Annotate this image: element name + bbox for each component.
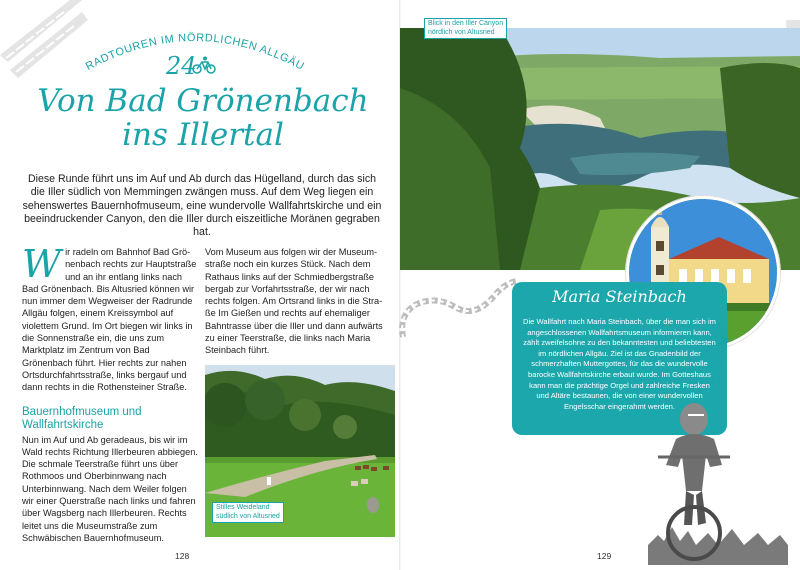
text-column-1 xyxy=(22,242,200,544)
chain-icon xyxy=(395,275,520,345)
title-line-1: Von Bad Grönenbach xyxy=(37,83,369,119)
info-text: Die Wallfahrt nach Maria Steinbach, über die man sich im angeschlossenen Wallfahrtsmuseum informieren kann, zählt zweifelsohne zu den bekanntesten und beliebtesten im nördlichen Allgäu. Ziel ist das Gnadenbild der schmerzhaften Muttergottes, für das die wundervolle barocke Wallfahrtskirche erbaut wurde. Im Gotteshaus kann man die prächtige Orgel und zahlreiche Fresken und Altäre bestaunen, die von einer wundervollen Engelsschar eingerahmt werden. xyxy=(522,317,717,411)
page-number-left: 128 xyxy=(175,551,190,561)
section-heading: Bauernhofmuseum und Wallfahrtskirche xyxy=(22,405,142,431)
text-column-2 xyxy=(205,246,385,357)
title-line-2: ins Illertal xyxy=(122,117,284,153)
drop-cap: W xyxy=(22,242,62,286)
column-1-paragraph-1: ir radeln om Bahnhof Bad Grönenbach rechts zur Hauptstraße und an ihr entlang links nach Bad Grönenbach. Bis Altusried können wir nun immer dem Wegweiser der Radrunde Allgäu folgen, einem Kreissymbol auf violettem Grund. Im Ort biegen wir links in die Sonnenstraße ein, die uns zum Marktplatz im Zentrum von Bad Grönenbach führt. Hier rechts zur nahen Ortsdurchfahrtsstraße, links bergauf und dann rechts in die Rothensteiner Straße. xyxy=(22,247,197,393)
dotted-arrow-icon xyxy=(700,330,740,390)
bicycle-icon xyxy=(192,56,216,74)
info-title: Maria Steinbach xyxy=(552,287,687,306)
tour-number: 24 xyxy=(166,52,197,80)
column-2-paragraph: Vom Museum aus folgen wir der Museumstraße noch ein kurzes Stück. Nach dem Rathaus links auf der Schmiedbergstraße bergab zur Vorfahrtsstraße, der wir nach rechts folgen. Am Ortsrand links in die Straße Im Gießen und rechts auf ehemaliger Bahntrasse über die Iller und dann aufwärts zu einer Teerstraße, die links nach Maria Steinbach führt. xyxy=(205,247,383,356)
column-1-paragraph-2: Nun im Auf und Ab geradeaus, bis wir im Wald rechts Richtung Illerbeuren abbiegen. Die schmale Teerstraße führt uns über Rothmoos und Oberbinnwang nach Unterbinnwang. Nach dem Weiler folgen wir einer Querstraße nach links und fahren über Wagsberg nach Illerbeuren. Rechts leitet uns die Museumstraße zum Schwäbischen Bauernhofmuseum. xyxy=(22,434,198,543)
meadow-caption: Stilles Weideland südlich von Altusried xyxy=(212,502,284,523)
intro-paragraph: Diese Runde führt uns im Auf und Ab durch das Hügelland, durch das sich die Iller südlich von Memmingen zwängen muss. Auf dem Weg liegen ein sehenswertes Bauernhofmuseum, eine wundervolle Wallfahrtskirche und ein beeindruckender Canyon, den die Iller durch eiszeitliche Moränen gegraben hat. xyxy=(22,173,382,239)
cyclist-silhouette-icon xyxy=(648,395,788,565)
page-title xyxy=(28,84,378,152)
canyon-caption: Blick in den Iller Canyon nördlich von Altusried xyxy=(424,18,507,39)
svg-text:RADTOUREN IM NÖRDLICHEN ALLGÄU: RADTOUREN IM NÖRDLICHEN ALLGÄU xyxy=(83,31,307,73)
page-number-right: 129 xyxy=(597,551,612,561)
